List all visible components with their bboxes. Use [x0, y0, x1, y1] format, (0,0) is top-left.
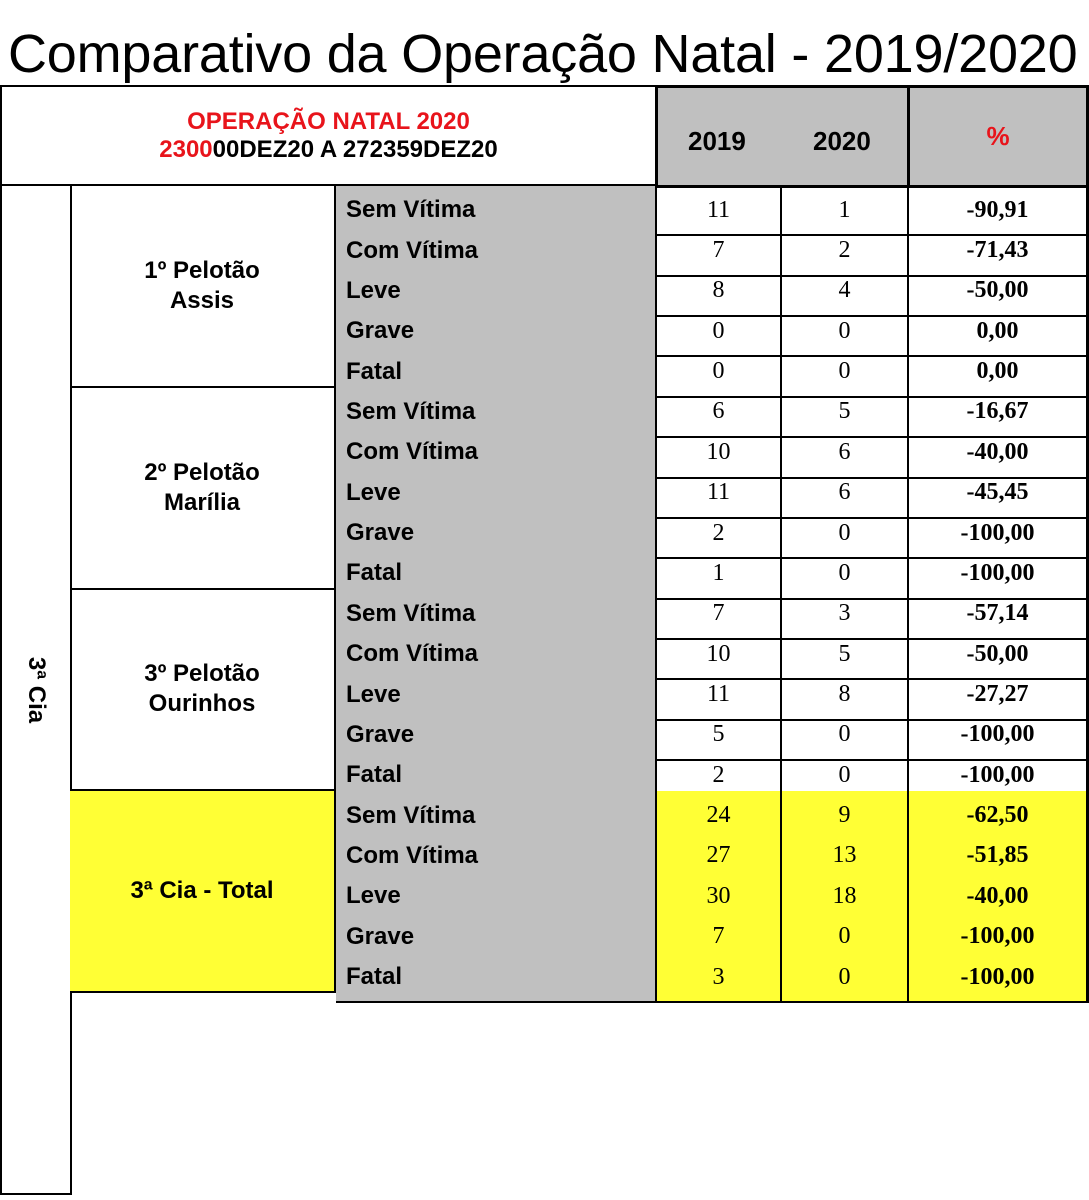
comparison-table	[0, 85, 1089, 1195]
category-cell: Fatal	[336, 751, 655, 801]
value-2020-cell: 0	[780, 307, 907, 357]
value-2020-cell: 9	[780, 791, 907, 841]
value-2020-cell: 5	[780, 388, 907, 438]
value-2019-cell: 11	[655, 469, 780, 519]
value-2020-cell: 2	[780, 226, 907, 276]
percent-cell: -40,00	[907, 428, 1089, 478]
value-2019-cell: 7	[655, 912, 780, 962]
category-cell: Leve	[336, 670, 655, 720]
percent-cell: -100,00	[907, 751, 1089, 801]
percent-cell: -100,00	[907, 711, 1089, 761]
category-cell: Fatal	[336, 953, 655, 1003]
value-2019-cell: 6	[655, 388, 780, 438]
company-column	[0, 186, 72, 1195]
value-2020-cell: 0	[780, 347, 907, 397]
percent-cell: -16,67	[907, 388, 1089, 438]
group-label	[70, 791, 336, 993]
percent-cell: -62,50	[907, 791, 1089, 841]
percent-cell: -71,43	[907, 226, 1089, 276]
category-cell: Fatal	[336, 347, 655, 397]
category-cell: Grave	[336, 509, 655, 559]
value-2019-cell: 7	[655, 226, 780, 276]
value-2019-cell: 8	[655, 267, 780, 317]
group-label-line2: Assis	[169, 286, 235, 314]
operation-period	[159, 136, 497, 164]
value-2019-cell: 11	[655, 186, 780, 236]
category-cell: Leve	[336, 267, 655, 317]
percent-cell: -57,14	[907, 590, 1089, 640]
value-2019-cell: 11	[655, 670, 780, 720]
percent-cell: 0,00	[907, 307, 1089, 357]
group-label	[70, 590, 336, 792]
category-cell: Com Vítima	[336, 832, 655, 882]
group-label-line1: 1º Pelotão	[144, 256, 260, 284]
percent-cell: -40,00	[907, 872, 1089, 922]
value-2020-cell: 0	[780, 711, 907, 761]
value-2020-cell: 18	[780, 872, 907, 922]
header-percent: %	[907, 85, 1089, 188]
category-cell: Com Vítima	[336, 226, 655, 276]
header-2019: 2019	[688, 126, 746, 156]
group-label	[70, 186, 336, 388]
category-cell: Sem Vítima	[336, 186, 655, 236]
group-label	[70, 388, 336, 590]
group-label-line1: 3º Pelotão	[144, 660, 260, 688]
value-2020-cell: 3	[780, 590, 907, 640]
percent-cell: -100,00	[907, 912, 1089, 962]
header-operation	[0, 85, 655, 186]
value-2020-cell: 1	[780, 186, 907, 236]
period-red-part: 2300	[159, 135, 213, 163]
group-label-line2: Ourinhos	[148, 690, 256, 718]
value-2020-cell: 6	[780, 469, 907, 519]
value-2019-cell: 0	[655, 347, 780, 397]
operation-name: OPERAÇÃO NATAL 2020	[187, 107, 470, 135]
value-2019-cell: 0	[655, 307, 780, 357]
category-cell: Com Vítima	[336, 630, 655, 680]
value-2019-cell: 2	[655, 751, 780, 801]
value-2020-cell: 13	[780, 832, 907, 882]
value-2019-cell: 10	[655, 630, 780, 680]
value-2019-cell: 3	[655, 953, 780, 1003]
value-2019-cell: 30	[655, 872, 780, 922]
category-cell: Grave	[336, 307, 655, 357]
header-years	[655, 85, 907, 188]
category-cell: Grave	[336, 711, 655, 761]
value-2019-cell: 2	[655, 509, 780, 559]
value-2020-cell: 0	[780, 549, 907, 599]
percent-cell: -50,00	[907, 630, 1089, 680]
percent-cell: -51,85	[907, 832, 1089, 882]
category-cell: Sem Vítima	[336, 388, 655, 438]
value-2020-cell: 5	[780, 630, 907, 680]
category-cell: Fatal	[336, 549, 655, 599]
category-cell: Leve	[336, 469, 655, 519]
group-label-line2: Marília	[163, 488, 241, 516]
value-2020-cell: 0	[780, 751, 907, 801]
value-2019-cell: 7	[655, 590, 780, 640]
value-2020-cell: 4	[780, 267, 907, 317]
value-2020-cell: 0	[780, 912, 907, 962]
group-label-line1: 2º Pelotão	[144, 458, 260, 486]
value-2019-cell: 5	[655, 711, 780, 761]
percent-cell: -45,45	[907, 469, 1089, 519]
value-2020-cell: 0	[780, 953, 907, 1003]
percent-cell: -100,00	[907, 953, 1089, 1003]
percent-cell: 0,00	[907, 347, 1089, 397]
percent-cell: -100,00	[907, 509, 1089, 559]
value-2019-cell: 1	[655, 549, 780, 599]
period-rest-part: 00DEZ20 A 272359DEZ20	[212, 135, 498, 163]
group-label-line1: 3ª Cia - Total	[130, 877, 274, 905]
value-2019-cell: 24	[655, 791, 780, 841]
category-cell: Grave	[336, 912, 655, 962]
category-cell: Leve	[336, 872, 655, 922]
value-2020-cell: 6	[780, 428, 907, 478]
percent-cell: -100,00	[907, 549, 1089, 599]
header-2020: 2020	[813, 126, 871, 156]
value-2019-cell: 27	[655, 832, 780, 882]
category-cell: Sem Vítima	[336, 791, 655, 841]
company-label: 3ª Cia	[23, 656, 50, 723]
category-cell: Com Vítima	[336, 428, 655, 478]
value-2019-cell: 10	[655, 428, 780, 478]
value-2020-cell: 0	[780, 509, 907, 559]
percent-cell: -90,91	[907, 186, 1089, 236]
page-title: Comparativo da Operação Natal - 2019/2020	[8, 24, 1078, 84]
value-2020-cell: 8	[780, 670, 907, 720]
percent-cell: -50,00	[907, 267, 1089, 317]
category-cell: Sem Vítima	[336, 590, 655, 640]
percent-cell: -27,27	[907, 670, 1089, 720]
